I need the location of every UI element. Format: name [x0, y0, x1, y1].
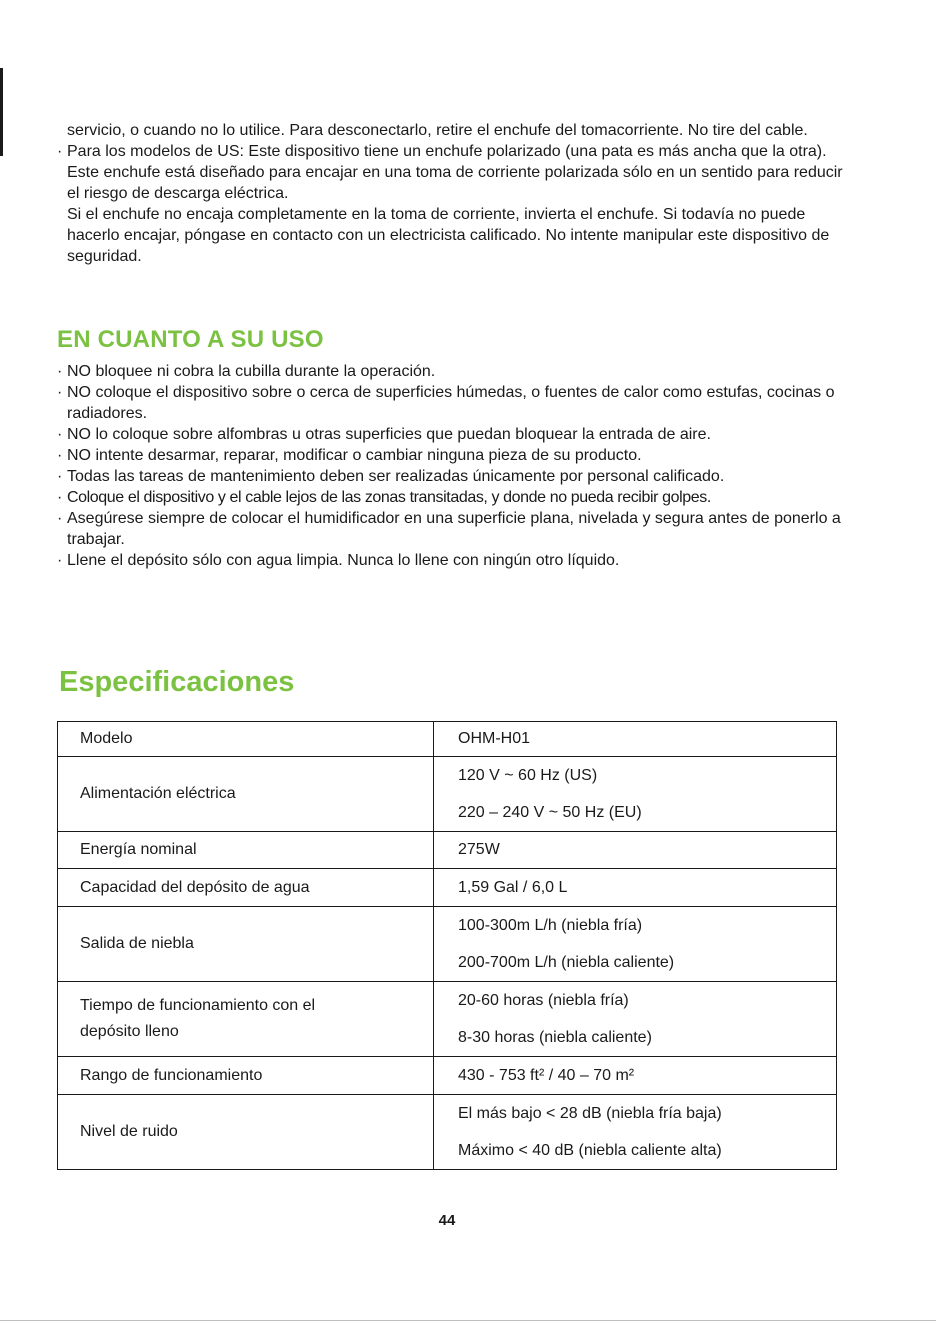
spec-label: Capacidad del depósito de agua	[58, 869, 434, 907]
table-row	[58, 869, 837, 907]
table-row	[58, 982, 837, 1057]
usage-item: · NO intente desarmar, reparar, modificar o cambiar ninguna pieza de su producto.	[57, 445, 857, 466]
spec-label: Alimentación eléctrica	[58, 757, 434, 832]
spec-label: Modelo	[58, 722, 434, 757]
spec-value: El más bajo < 28 dB (niebla fría baja)	[458, 1105, 722, 1122]
spec-value-cell	[434, 1057, 837, 1095]
specs-table	[57, 721, 837, 1170]
intro-paragraph: servicio, o cuando no lo utilice. Para desconectarlo, retire el enchufe del tomacorriente. No tire del cable.	[67, 122, 808, 139]
usage-item: · Coloque el dispositivo y el cable lejos de las zonas transitadas, y donde no pueda recibir golpes.	[57, 487, 857, 508]
table-row	[58, 832, 837, 869]
spec-value: 275W	[458, 841, 500, 858]
spec-value-cell	[434, 722, 837, 757]
spec-value-cell	[434, 832, 837, 869]
table-row	[58, 1095, 837, 1170]
spec-value: 8-30 horas (niebla caliente)	[458, 1029, 652, 1046]
spec-value: 1,59 Gal / 6,0 L	[458, 879, 568, 896]
bottom-divider	[0, 1320, 936, 1321]
spec-label: Tiempo de funcionamiento con el depósito lleno	[58, 982, 434, 1057]
spec-value: 220 – 240 V ~ 50 Hz (EU)	[458, 804, 642, 821]
spec-value-cell	[434, 907, 837, 982]
spec-value-cell	[434, 1095, 837, 1170]
spec-value: 430 - 753 ft² / 40 – 70 m²	[458, 1067, 635, 1084]
usage-item: · NO lo coloque sobre alfombras u otras superficies que puedan bloquear la entrada de aire.	[57, 424, 857, 445]
spec-value-cell	[434, 982, 837, 1057]
table-row	[58, 722, 837, 757]
spec-value: OHM-H01	[458, 730, 531, 747]
page-edge-mark	[0, 68, 3, 156]
spec-value: Máximo < 40 dB (niebla caliente alta)	[458, 1142, 722, 1159]
intro-paragraph: Si el enchufe no encaja completamente en la toma de corriente, invierta el enchufe. Si todavía no puede hacerlo encajar, póngase en contacto con un electricista calificado. No intente manipular este dispositivo de seguridad.	[67, 206, 830, 265]
spec-value: 120 V ~ 60 Hz (US)	[458, 767, 598, 784]
spec-value: 200-700m L/h (niebla caliente)	[458, 954, 675, 971]
spec-label: Nivel de ruido	[58, 1095, 434, 1170]
page-number: 44	[438, 1212, 456, 1229]
usage-list	[57, 361, 857, 571]
table-row	[58, 1057, 837, 1095]
usage-item: · Asegúrese siempre de colocar el humidificador en una superficie plana, nivelada y segura antes de ponerlo a trabajar.	[57, 508, 857, 550]
usage-item: · Todas las tareas de mantenimiento deben ser realizadas únicamente por personal calificado.	[57, 466, 857, 487]
spec-value: 20-60 horas (niebla fría)	[458, 992, 629, 1009]
usage-heading: EN CUANTO A SU USO	[57, 326, 324, 353]
table-row	[58, 757, 837, 832]
spec-label: Energía nominal	[58, 832, 434, 869]
spec-value-cell	[434, 757, 837, 832]
usage-item: · NO bloquee ni cobra la cubilla durante la operación.	[57, 361, 857, 382]
spec-value-cell	[434, 869, 837, 907]
spec-label: Salida de niebla	[58, 907, 434, 982]
intro-bullet: · Para los modelos de US: Este dispositivo tiene un enchufe polarizado (una pata es más ancha que la otra). Este enchufe está diseñado para encajar en una toma de corriente polarizada sólo en un sentido para reducir el riesgo de descarga eléctrica.	[57, 141, 847, 204]
usage-item: · Llene el depósito sólo con agua limpia. Nunca lo llene con ningún otro líquido.	[57, 550, 857, 571]
spec-value: 100-300m L/h (niebla fría)	[458, 917, 643, 934]
specs-heading: Especificaciones	[59, 666, 295, 698]
usage-item: · NO coloque el dispositivo sobre o cerca de superficies húmedas, o fuentes de calor como estufas, cocinas o radiadores.	[57, 382, 857, 424]
table-row	[58, 907, 837, 982]
spec-label: Rango de funcionamiento	[58, 1057, 434, 1095]
safety-intro	[57, 120, 847, 267]
